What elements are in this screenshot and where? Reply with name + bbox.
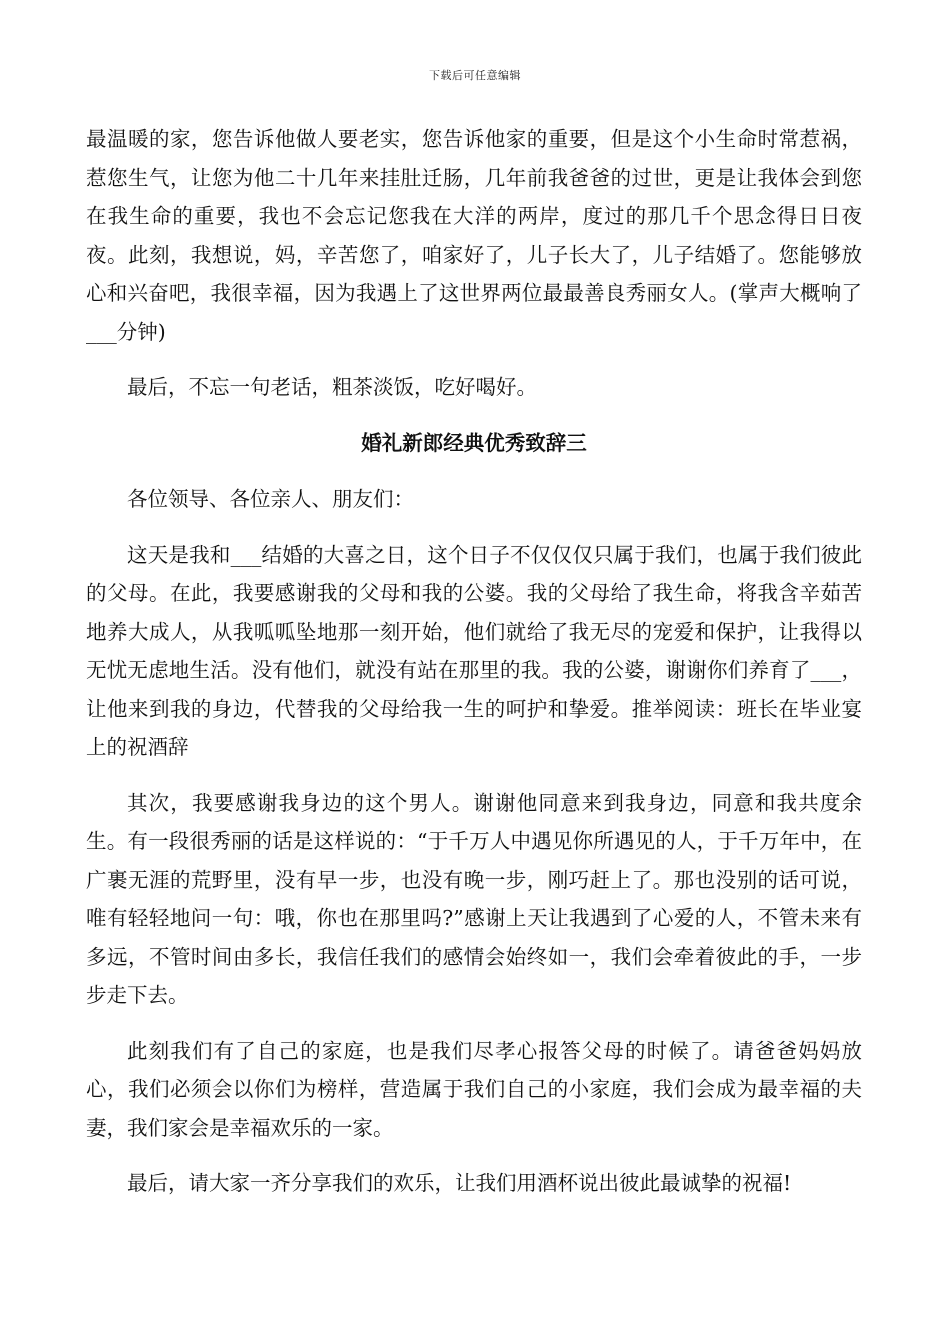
- paragraph-family: 此刻我们有了自己的家庭，也是我们尽孝心报答父母的时候了。请爸爸妈妈放心，我们必须会以你们为榜样，营造属于我们自己的小家庭，我们会成为最幸福的夫妻，我们家会是幸福欢乐的一家。: [86, 1038, 862, 1140]
- paragraph-closing-1: 最后，不忘一句老话，粗茶淡饭，吃好喝好。: [127, 375, 537, 399]
- paragraph-thanks-parents: 这天是我和___结婚的大喜之日，这个日子不仅仅仅只属于我们，也属于我们彼此的父母。在此，我要感谢我的父母和我的公婆。我的父母给了我生命，将我含辛茹苦地养大成人，从我呱呱坠地那一刻开始，他们就给了我无尽的宠爱和保护，让我得以无忧无虑地生活。没有他们，就没有站在那里的我。我的公婆，谢谢你们养育了___，让他来到我的身边，代替我的父母给我一生的呵护和挚爱。推举阅读：班长在毕业宴上的祝酒辞: [86, 542, 862, 759]
- paragraph-greeting: 各位领导、各位亲人、朋友们：: [127, 487, 414, 511]
- paragraph-thanks-husband: 其次，我要感谢我身边的这个男人。谢谢他同意来到我身边，同意和我共度余生。有一段很秀丽的话是这样说的：“于千万人中遇见你所遇见的人，于千万年中，在广裹无涯的荒野里，没有早一步，也没有晚一步，刚巧赶上了。那也没别的话可说，唯有轻轻地问一句：哦，你也在那里吗?”感谢上天让我遇到了心爱的人，不管未来有多远，不管时间由多长，我信任我们的感情会始终如一，我们会牵着彼此的手，一步步走下去。: [86, 790, 862, 1007]
- section-heading: 婚礼新郎经典优秀致辞三: [361, 430, 587, 455]
- page-header: 下载后可任意编辑: [429, 69, 521, 82]
- paragraph-continued: 最温暖的家，您告诉他做人要老实，您告诉他家的重要，但是这个小生命时常惹祸，惹您生气，让您为他二十几年来挂肚迁肠，几年前我爸爸的过世，更是让我体会到您在我生命的重要，我也不会忘记您我在大洋的两岸，度过的那几千个思念得日日夜夜。此刻，我想说，妈，辛苦您了，咱家好了，儿子长大了，儿子结婚了。您能够放心和兴奋吧，我很幸福，因为我遇上了这世界两位最最善良秀丽女人。(掌声大概响了___分钟): [86, 127, 862, 344]
- document-body: [86, 120, 862, 1220]
- paragraph-closing-2: 最后，请大家一齐分享我们的欢乐，让我们用酒杯说出彼此最诚挚的祝福!: [127, 1171, 792, 1195]
